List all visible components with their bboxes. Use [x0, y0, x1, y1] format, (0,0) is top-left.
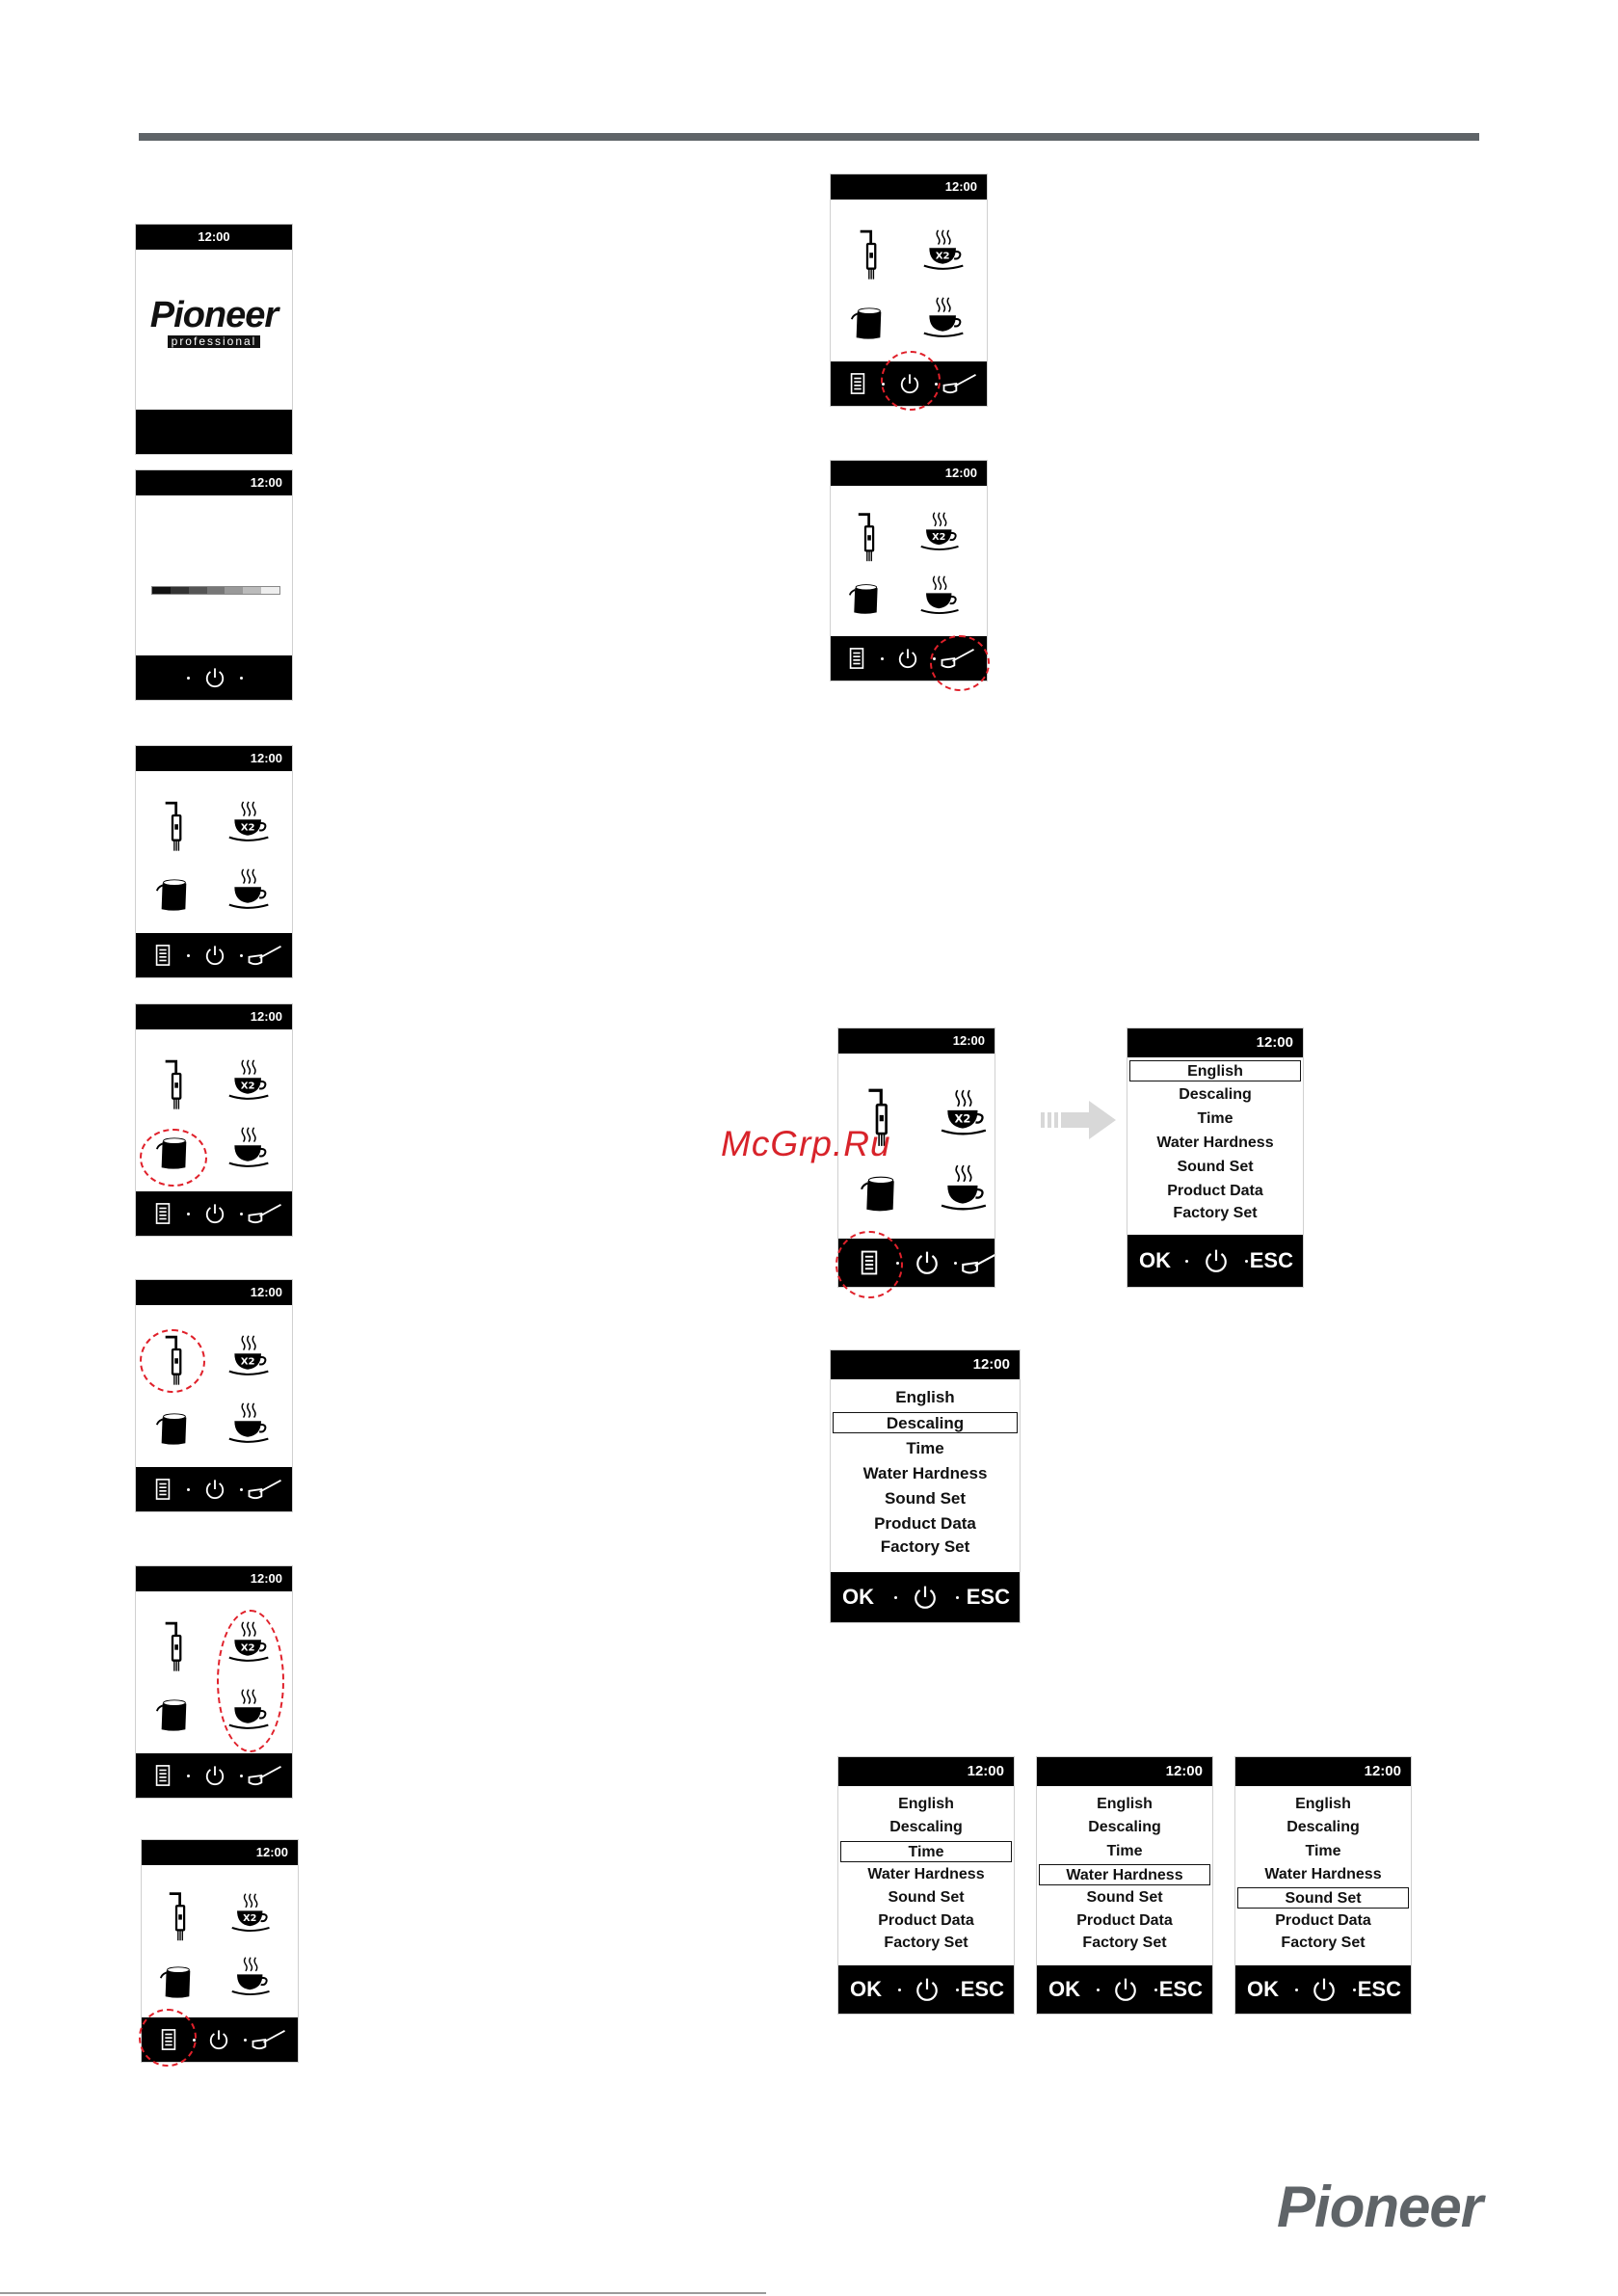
- settings-menu: [1235, 1786, 1411, 1962]
- menu-item-english[interactable]: English: [898, 1796, 954, 1812]
- power-icon[interactable]: [897, 648, 918, 669]
- menu-icon[interactable]: [850, 648, 864, 669]
- status-clock: 12:00: [1235, 1757, 1411, 1786]
- menu-item-factory-set[interactable]: Factory Set: [1082, 1935, 1167, 1951]
- status-clock: 12:00: [838, 1028, 995, 1054]
- highlight-circle: [836, 1231, 903, 1298]
- power-icon[interactable]: [1113, 1977, 1138, 2002]
- settings-menu: [831, 1379, 1020, 1570]
- power-icon[interactable]: [204, 1479, 225, 1500]
- bottom-bar: [136, 1753, 292, 1798]
- menu-item-product-data[interactable]: Product Data: [1076, 1912, 1173, 1929]
- menu-item-product-data[interactable]: Product Data: [878, 1912, 974, 1929]
- menu-item-factory-set[interactable]: Factory Set: [884, 1935, 968, 1951]
- progress-bar: [151, 586, 280, 595]
- menu-item-sound-set[interactable]: Sound Set: [884, 1489, 967, 1508]
- cup-x2-icon[interactable]: [230, 1892, 273, 1935]
- screen-menu-time: [837, 1756, 1015, 2015]
- bottom-bar: [136, 1467, 292, 1511]
- status-clock: 12:00: [136, 470, 292, 495]
- menu-item-english[interactable]: English: [1295, 1796, 1351, 1812]
- menu-icon[interactable]: [156, 1479, 171, 1500]
- esc-button[interactable]: ESC: [960, 1977, 1004, 2001]
- header-rule: [139, 133, 1479, 141]
- cup-x2-icon[interactable]: [227, 1334, 272, 1378]
- ok-button[interactable]: OK: [842, 1585, 874, 1609]
- settings-menu: [1127, 1057, 1303, 1235]
- power-icon[interactable]: [1204, 1248, 1229, 1273]
- screen-warmup: [135, 469, 293, 701]
- settings-menu: [838, 1786, 1014, 1962]
- cup-x2-icon[interactable]: [227, 1058, 272, 1103]
- footer-rule: [0, 2292, 766, 2294]
- bottom-bar: [1127, 1235, 1303, 1287]
- milk-frother-icon[interactable]: [162, 1057, 183, 1111]
- watermark: McGrp.Ru: [721, 1124, 891, 1163]
- menu-item-water-hardness[interactable]: Water Hardness: [1039, 1864, 1210, 1885]
- esc-button[interactable]: ESC: [1249, 1248, 1293, 1272]
- bottom-bar: [831, 1572, 1020, 1622]
- milk-frother-icon[interactable]: [166, 1890, 187, 1942]
- power-icon[interactable]: [204, 667, 225, 688]
- screen-menu-sound-set: [1234, 1756, 1412, 2015]
- menu-item-sound-set[interactable]: Sound Set: [1237, 1887, 1409, 1909]
- footer-brand-logo: Pioneer: [1277, 2175, 1483, 2239]
- highlight-circle: [139, 2009, 197, 2067]
- pitcher-icon[interactable]: [850, 305, 887, 341]
- menu-item-time[interactable]: Time: [1106, 1843, 1143, 1859]
- milk-frother-icon[interactable]: [162, 1619, 183, 1673]
- status-clock: 12:00: [831, 174, 987, 200]
- status-clock: 12:00: [831, 461, 987, 486]
- menu-item-english[interactable]: English: [895, 1388, 955, 1406]
- steam-wand-icon[interactable]: [251, 2029, 287, 2050]
- menu-item-time[interactable]: Time: [906, 1439, 944, 1457]
- status-clock: 12:00: [136, 746, 292, 771]
- menu-icon[interactable]: [156, 1203, 171, 1224]
- ok-button[interactable]: OK: [1048, 1977, 1080, 2001]
- status-clock: 12:00: [136, 1004, 292, 1029]
- status-clock: 12:00: [136, 1280, 292, 1305]
- menu-icon[interactable]: [156, 945, 171, 966]
- ok-button[interactable]: OK: [1247, 1977, 1279, 2001]
- menu-item-sound-set[interactable]: Sound Set: [888, 1889, 965, 1906]
- power-icon[interactable]: [204, 1203, 225, 1224]
- settings-menu: [1037, 1786, 1212, 1962]
- steam-wand-icon[interactable]: [942, 373, 978, 394]
- menu-item-water-hardness[interactable]: Water Hardness: [867, 1866, 985, 1882]
- steam-wand-icon[interactable]: [247, 1203, 283, 1224]
- menu-icon[interactable]: [156, 1765, 171, 1786]
- cup-icon[interactable]: [940, 1163, 990, 1214]
- menu-item-english[interactable]: English: [1097, 1796, 1153, 1812]
- brand-logo-text: Pioneer: [149, 295, 279, 335]
- status-clock: 12:00: [142, 1840, 298, 1865]
- milk-frother-icon[interactable]: [857, 227, 878, 281]
- cup-icon[interactable]: [227, 868, 272, 912]
- highlight-circle: [930, 635, 990, 691]
- menu-item-factory-set[interactable]: Factory Set: [1173, 1205, 1258, 1221]
- bottom-bar: [136, 1191, 292, 1236]
- screen-main-frother: [135, 1279, 293, 1512]
- bottom-bar: [136, 410, 292, 454]
- cup-icon[interactable]: [230, 1956, 273, 1998]
- power-icon[interactable]: [1312, 1977, 1337, 2002]
- menu-item-factory-set[interactable]: Factory Set: [880, 1537, 970, 1556]
- menu-item-english[interactable]: English: [1129, 1060, 1301, 1081]
- screen-main: [135, 745, 293, 978]
- menu-item-descaling[interactable]: Descaling: [833, 1412, 1018, 1433]
- bottom-bar: [136, 655, 292, 700]
- menu-item-product-data[interactable]: Product Data: [1167, 1183, 1263, 1199]
- ok-button[interactable]: OK: [1139, 1248, 1171, 1272]
- cup-icon[interactable]: [922, 296, 967, 340]
- screen-menu-water-hardness: [1036, 1756, 1213, 2015]
- brand-logo: [136, 295, 292, 350]
- highlight-circle: [217, 1610, 284, 1752]
- pitcher-icon[interactable]: [848, 581, 883, 616]
- cup-icon[interactable]: [919, 574, 962, 617]
- status-clock: 12:00: [838, 1757, 1014, 1786]
- status-clock: 12:00: [831, 1350, 1020, 1379]
- menu-item-descaling[interactable]: Descaling: [889, 1819, 963, 1835]
- pitcher-icon[interactable]: [155, 876, 192, 913]
- menu-item-descaling[interactable]: Descaling: [1286, 1819, 1360, 1835]
- menu-icon[interactable]: [851, 373, 865, 394]
- ok-button[interactable]: OK: [850, 1977, 882, 2001]
- cup-icon[interactable]: [227, 1402, 272, 1446]
- power-icon[interactable]: [913, 1585, 938, 1610]
- menu-item-time[interactable]: Time: [1305, 1843, 1341, 1859]
- highlight-circle: [881, 351, 941, 411]
- power-icon[interactable]: [208, 2029, 229, 2050]
- steam-wand-icon[interactable]: [247, 1479, 283, 1500]
- menu-item-factory-set[interactable]: Factory Set: [1281, 1935, 1366, 1951]
- menu-item-water-hardness[interactable]: Water Hardness: [1156, 1135, 1274, 1151]
- menu-item-product-data[interactable]: Product Data: [874, 1514, 976, 1533]
- menu-item-descaling[interactable]: Descaling: [1179, 1086, 1252, 1103]
- steam-wand-icon[interactable]: [247, 1765, 283, 1786]
- cup-x2-icon[interactable]: [922, 228, 967, 273]
- menu-item-water-hardness[interactable]: Water Hardness: [862, 1464, 988, 1482]
- cup-x2-icon[interactable]: [919, 511, 962, 553]
- steam-wand-icon[interactable]: [247, 945, 283, 966]
- esc-button[interactable]: ESC: [1158, 1977, 1203, 2001]
- milk-frother-icon[interactable]: [162, 799, 183, 853]
- menu-item-sound-set[interactable]: Sound Set: [1086, 1889, 1163, 1906]
- highlight-circle: [140, 1329, 205, 1393]
- status-clock: 12:00: [136, 225, 292, 250]
- bottom-bar: [136, 933, 292, 977]
- arrow-right-icon: [1041, 1101, 1118, 1139]
- bottom-bar: [1235, 1965, 1411, 2014]
- pitcher-icon[interactable]: [860, 1173, 900, 1214]
- cup-icon[interactable]: [227, 1126, 272, 1170]
- menu-item-time[interactable]: Time: [840, 1841, 1012, 1862]
- screen-splash: [135, 224, 293, 455]
- power-icon[interactable]: [204, 945, 225, 966]
- cup-x2-icon[interactable]: [227, 800, 272, 844]
- screen-menu-english: [1127, 1028, 1304, 1288]
- esc-button[interactable]: ESC: [966, 1585, 1010, 1609]
- cup-x2-icon[interactable]: [940, 1088, 990, 1138]
- brand-logo-sub: professional: [168, 335, 261, 348]
- pitcher-icon[interactable]: [155, 1696, 192, 1733]
- menu-item-descaling[interactable]: Descaling: [1088, 1819, 1161, 1835]
- pitcher-icon[interactable]: [159, 1963, 196, 2000]
- milk-frother-icon[interactable]: [855, 511, 876, 563]
- menu-item-sound-set[interactable]: Sound Set: [1177, 1159, 1254, 1175]
- screen-menu-descaling: [830, 1349, 1021, 1623]
- status-clock: 12:00: [1037, 1757, 1212, 1786]
- screen-main-pitcher: [135, 1003, 293, 1237]
- power-icon[interactable]: [915, 1250, 940, 1275]
- menu-item-product-data[interactable]: Product Data: [1275, 1912, 1371, 1929]
- status-clock: 12:00: [136, 1566, 292, 1591]
- power-icon[interactable]: [204, 1765, 225, 1786]
- pitcher-icon[interactable]: [155, 1410, 192, 1447]
- status-clock: 12:00: [1127, 1028, 1303, 1057]
- bottom-bar: [1037, 1965, 1212, 2014]
- power-icon[interactable]: [915, 1977, 940, 2002]
- menu-item-water-hardness[interactable]: Water Hardness: [1264, 1866, 1382, 1882]
- menu-item-time[interactable]: Time: [1197, 1110, 1233, 1127]
- highlight-circle: [140, 1129, 207, 1187]
- esc-button[interactable]: ESC: [1357, 1977, 1401, 2001]
- bottom-bar: [838, 1965, 1014, 2014]
- steam-wand-icon[interactable]: [961, 1251, 995, 1275]
